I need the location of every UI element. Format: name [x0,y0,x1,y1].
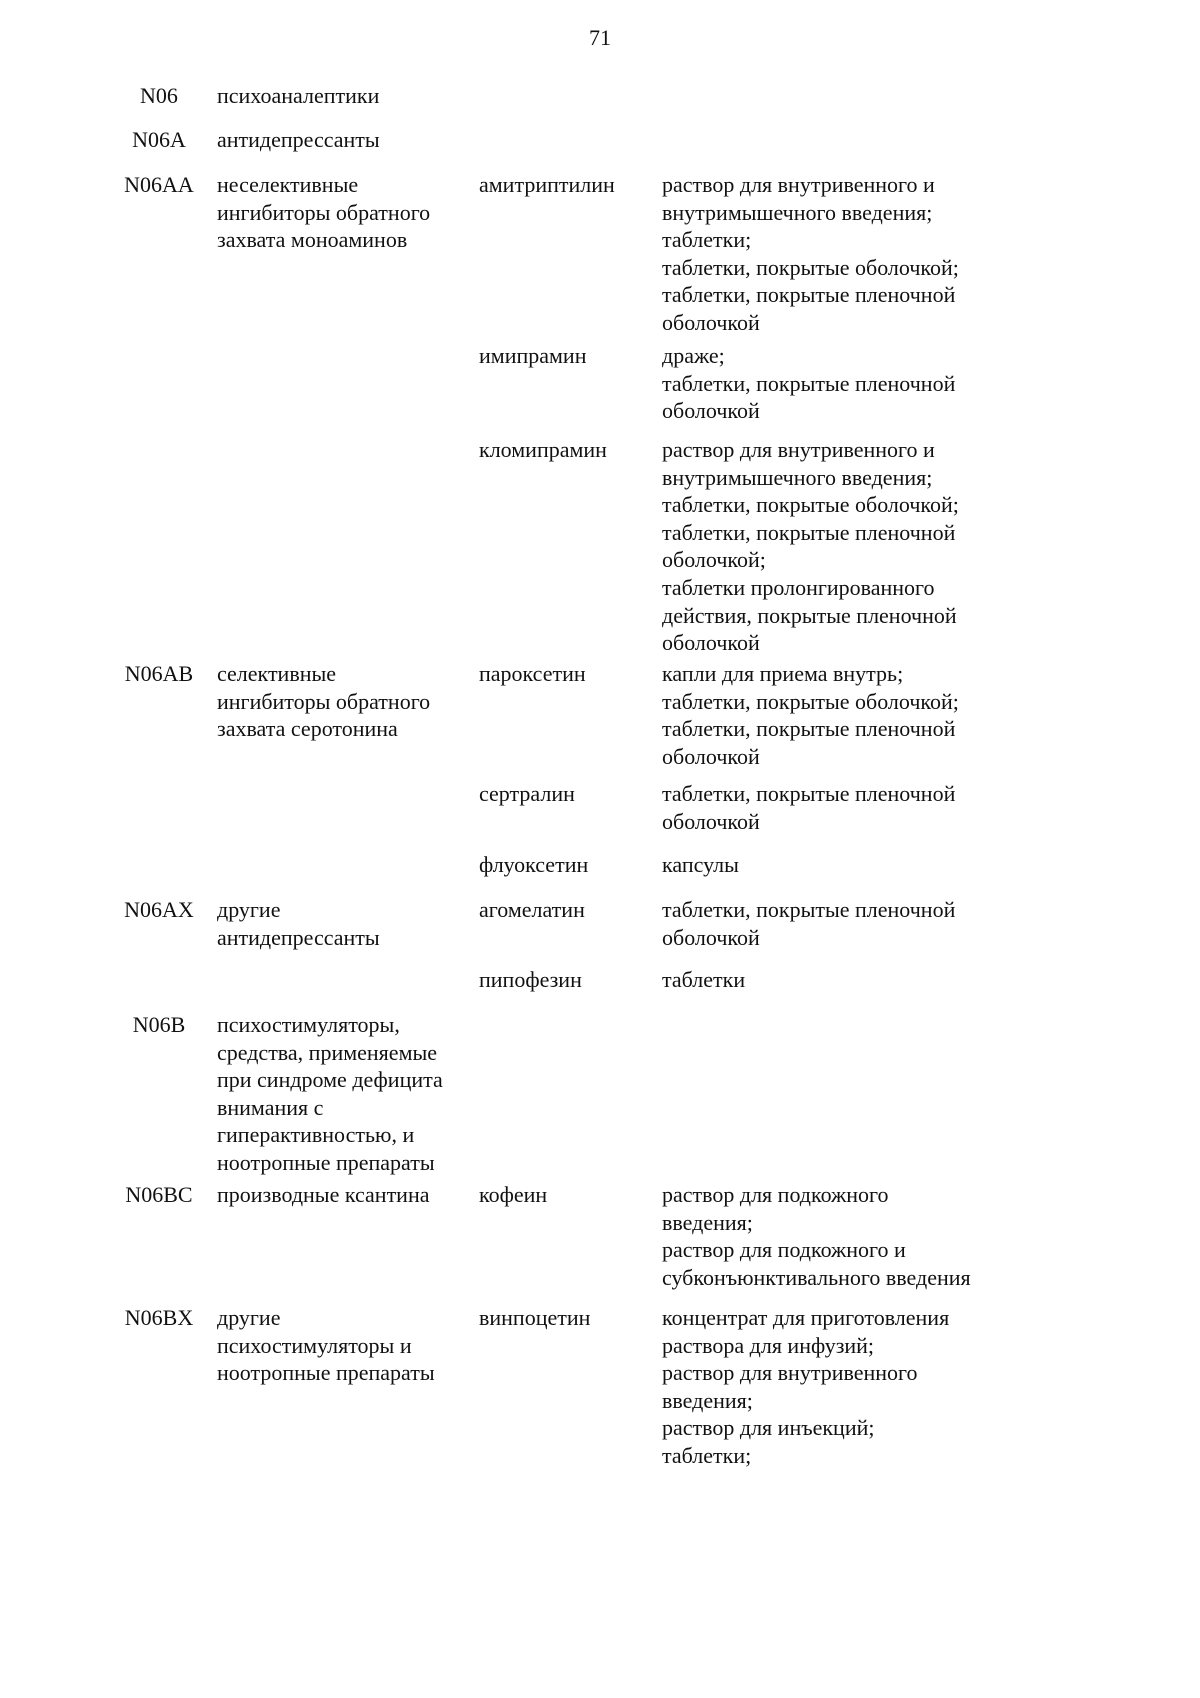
group-name-line: другие [217,897,281,922]
group-name-line: ноотропные препараты [217,1149,435,1175]
dosage-forms [662,780,1032,835]
group-name [217,1181,475,1209]
dosage-forms [662,1181,1032,1291]
group-name-line: при синдроме дефицита [217,1067,443,1093]
dosage-form-line: оболочкой; [662,547,766,573]
dosage-form-line: концентрат для приготовления [662,1305,950,1330]
dosage-form-line: оболочкой [662,924,760,950]
drug-name: амитриптилин [479,172,615,197]
drug-name: агомелатин [479,897,585,922]
group-name-line: психостимуляторы и [217,1332,412,1358]
dosage-form-line: раствора для инфузий; [662,1332,875,1358]
dosage-forms [662,851,1032,879]
group-name-line: антидепрессанты [217,924,380,950]
dosage-form-line: таблетки, покрытые пленочной [662,519,956,545]
group-name-line: внимания с [217,1094,324,1120]
page-number: 71 [589,25,611,50]
dosage-form-line: оболочкой [662,808,760,834]
group-name-line: ингибиторы обратного [217,199,431,225]
dosage-forms [662,966,1032,994]
dosage-form-line: действия, покрытые пленочной [662,602,957,628]
drug-name: имипрамин [479,343,587,368]
dosage-form-line: раствор для внутривенного [662,1360,918,1386]
group-name [217,171,475,254]
atc-code: N06AX [124,897,194,922]
dosage-form-line: таблетки пролонгированного [662,574,935,600]
dosage-form-line: введения; [662,1387,753,1413]
dosage-form-line: таблетки; [662,1442,752,1468]
group-name [217,126,475,154]
dosage-form-line: внутримышечного введения; [662,199,933,225]
group-name [217,896,475,951]
drug-name: винпоцетин [479,1305,591,1330]
group-name-line: селективные [217,661,337,686]
group-name-line: психоаналептики [217,83,380,108]
dosage-forms [662,342,1032,425]
group-name-line: ноотропные препараты [217,1360,435,1386]
dosage-forms [662,436,1032,657]
group-name-line: захвата моноаминов [217,227,408,253]
dosage-forms [662,1304,1032,1470]
drug-name: кофеин [479,1182,548,1207]
dosage-form-line: таблетки, покрытые оболочкой; [662,492,959,518]
dosage-form-line: введения; [662,1209,753,1235]
group-name [217,1304,475,1387]
group-name [217,660,475,743]
dosage-form-line: таблетки, покрытые пленочной [662,897,956,922]
atc-code: N06B [132,1012,186,1037]
dosage-form-line: таблетки, покрытые оболочкой; [662,688,959,714]
dosage-forms [662,660,1032,770]
group-name-line: средства, применяемые [217,1039,438,1065]
dosage-form-line: таблетки, покрытые пленочной [662,716,956,742]
dosage-form-line: оболочкой [662,398,760,424]
drug-name: пароксетин [479,661,586,686]
dosage-form-line: таблетки, покрытые пленочной [662,370,956,396]
dosage-form-line: оболочкой [662,630,760,656]
dosage-form-line: таблетки, покрытые пленочной [662,282,956,308]
atc-code: N06 [140,83,178,108]
group-name-line: психостимуляторы, [217,1012,400,1037]
group-name-line: антидепрессанты [217,127,380,152]
dosage-form-line: раствор для подкожного и [662,1237,906,1263]
group-name-line: неселективные [217,172,359,197]
atc-code: N06BX [124,1305,194,1330]
atc-code: N06AB [124,661,194,686]
dosage-forms [662,171,1032,337]
dosage-form-line: раствор для внутривенного и [662,437,935,462]
dosage-form-line: субконъюнктивального введения [662,1264,971,1290]
dosage-form-line: таблетки [662,967,746,992]
group-name [217,82,475,110]
dosage-form-line: раствор для внутривенного и [662,172,935,197]
drug-name: флуоксетин [479,852,589,877]
group-name-line: гиперактивностью, и [217,1122,415,1148]
drug-name: кломипрамин [479,437,607,462]
dosage-form-line: таблетки; [662,227,752,253]
dosage-form-line: внутримышечного введения; [662,464,933,490]
group-name-line: ингибиторы обратного [217,688,431,714]
atc-code: N06AA [124,172,194,197]
dosage-form-line: раствор для подкожного [662,1182,889,1207]
atc-code: N06A [132,127,186,152]
dosage-form-line: таблетки, покрытые пленочной [662,781,956,806]
dosage-form-line: капли для приема внутрь; [662,661,904,686]
drug-name: пипофезин [479,967,582,992]
drug-name: сертралин [479,781,575,806]
dosage-form-line: оболочкой [662,309,760,335]
dosage-forms [662,896,1032,951]
dosage-form-line: драже; [662,343,725,368]
group-name [217,1011,475,1177]
group-name-line: другие [217,1305,281,1330]
dosage-form-line: оболочкой [662,743,760,769]
group-name-line: захвата серотонина [217,716,398,742]
atc-code: N06BC [125,1182,193,1207]
dosage-form-line: капсулы [662,852,739,877]
dosage-form-line: раствор для инъекций; [662,1415,875,1441]
group-name-line: производные ксантина [217,1182,430,1207]
dosage-form-line: таблетки, покрытые оболочкой; [662,254,959,280]
